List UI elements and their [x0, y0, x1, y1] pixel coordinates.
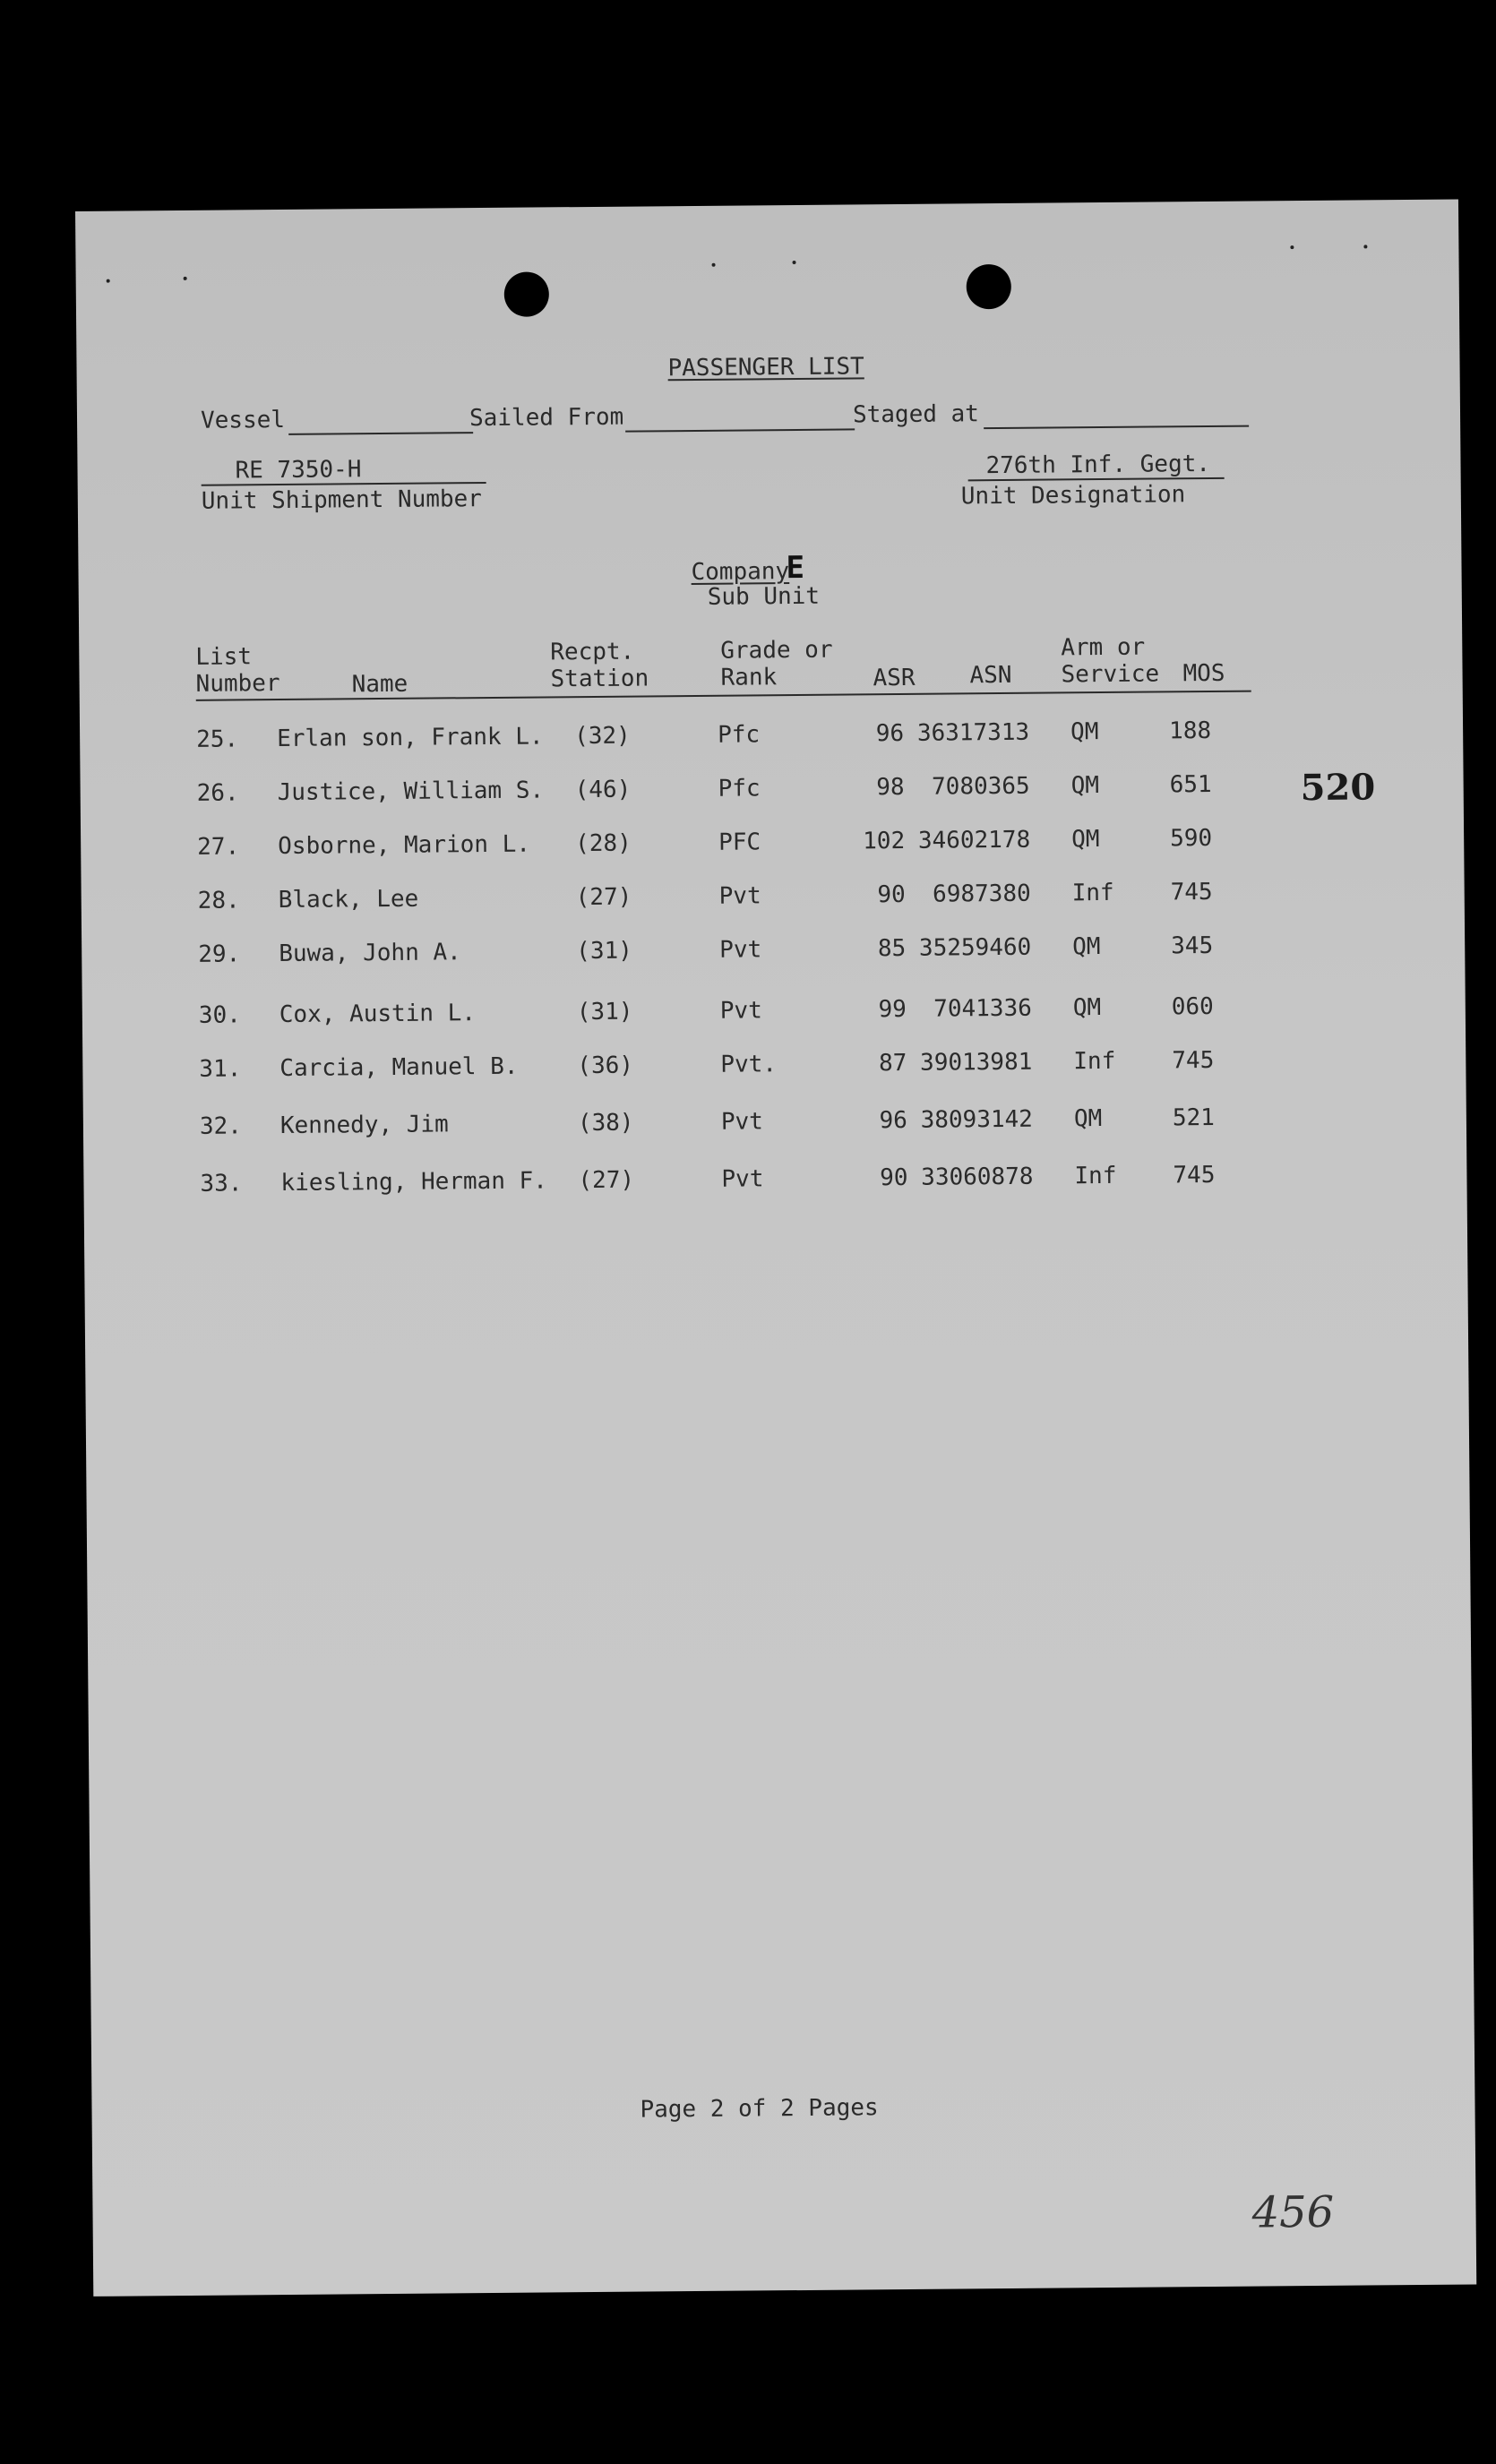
row-arm: QM [1073, 1105, 1103, 1133]
row-number: 28. [197, 887, 240, 914]
row-rank: Pfc [717, 721, 761, 749]
company-value: E [786, 549, 805, 587]
row-asr: 90 [877, 880, 906, 909]
row-arm: QM [1070, 772, 1100, 800]
row-station: (28) [575, 829, 632, 858]
table-row [81, 824, 1464, 861]
row-name: Justice, William S. [277, 777, 545, 807]
row-station: (46) [574, 776, 632, 804]
header-grade: Grade or [720, 636, 833, 665]
page-indicator: Page 2 of 2 Pages [640, 2094, 879, 2124]
row-number: 27. [197, 833, 240, 861]
unit-shipment-label: Unit Shipment Number [201, 485, 483, 515]
row-asn: 34602178 [917, 826, 1031, 854]
sailed-from-blank-line [625, 428, 855, 432]
unit-designation-label: Unit Designation [960, 481, 1186, 511]
row-asr: 102 [863, 827, 906, 855]
header-mos: MOS [1182, 659, 1225, 688]
row-mos: 745 [1172, 1046, 1215, 1075]
unit-designation: 276th Inf. Gegt. [985, 450, 1211, 480]
header-asr: ASR [873, 664, 916, 692]
header-arm: Arm or [1061, 633, 1146, 662]
table-row [82, 932, 1465, 968]
row-asn: 38093142 [920, 1105, 1034, 1134]
row-asn: 35259460 [918, 933, 1032, 962]
row-rank: Pfc [718, 775, 761, 803]
row-number: 26. [196, 779, 239, 807]
row-station: (36) [577, 1052, 634, 1080]
document-title: PASSENGER LIST [667, 353, 864, 382]
row-asr: 96 [875, 719, 905, 748]
row-asr: 99 [878, 995, 907, 1024]
row-name: Cox, Austin L. [279, 1000, 477, 1029]
row-arm: Inf [1071, 879, 1114, 907]
document-page [75, 200, 1476, 2297]
header-recpt: Recpt. [550, 638, 635, 666]
row-asr: 87 [878, 1049, 907, 1077]
row-asr: 98 [876, 773, 905, 802]
row-arm: QM [1072, 933, 1101, 961]
row-mos: 521 [1172, 1103, 1215, 1132]
row-station: (31) [576, 937, 632, 966]
row-number: 32. [199, 1112, 243, 1140]
row-mos: 188 [1168, 717, 1212, 745]
row-asn: 7041336 [933, 994, 1032, 1023]
row-name: Carcia, Manuel B. [279, 1052, 519, 1083]
speck [107, 279, 110, 283]
row-mos: 060 [1171, 992, 1214, 1021]
table-row [82, 992, 1466, 1029]
company-label: Company [691, 558, 790, 587]
vessel-label: Vessel [200, 406, 286, 434]
stamped-number: 520 [1300, 766, 1376, 810]
staged-at-blank-line [984, 425, 1249, 430]
table-row [83, 1103, 1466, 1140]
row-rank: Pvt. [720, 1051, 778, 1078]
table-row [83, 1161, 1466, 1198]
row-asr: 90 [880, 1163, 908, 1192]
speck [1290, 245, 1294, 249]
sailed-from-label: Sailed From [469, 403, 624, 433]
row-name: Osborne, Marion L. [278, 830, 531, 861]
row-mos: 745 [1173, 1161, 1216, 1189]
row-number: 30. [198, 1001, 241, 1029]
row-arm: QM [1072, 994, 1102, 1022]
row-asn: 33060878 [921, 1163, 1034, 1191]
row-number: 25. [196, 725, 239, 753]
speck [1363, 245, 1367, 248]
staged-at-label: Staged at [852, 400, 980, 429]
header-number: Number [195, 670, 280, 698]
row-rank: Pvt [718, 882, 761, 910]
speck [793, 261, 796, 264]
row-name: Buwa, John A. [279, 939, 461, 968]
sub-unit-label: Sub Unit [707, 582, 821, 611]
vessel-blank-line [288, 432, 473, 435]
header-list: List [195, 643, 253, 671]
row-rank: Pvt [719, 997, 762, 1025]
row-station: (31) [576, 998, 633, 1026]
row-name: Black, Lee [278, 885, 419, 914]
row-asn: 39013981 [919, 1048, 1033, 1077]
header-rank: Rank [720, 664, 778, 691]
row-mos: 590 [1170, 824, 1213, 853]
unit-shipment-number: RE 7350-H [235, 456, 362, 485]
row-station: (27) [575, 883, 632, 912]
row-mos: 345 [1171, 932, 1214, 960]
row-asn: 7080365 [931, 772, 1030, 801]
punch-hole-left [504, 271, 549, 316]
row-mos: 651 [1169, 770, 1212, 799]
row-arm: QM [1070, 718, 1099, 746]
header-asn: ASN [969, 661, 1012, 690]
row-number: 33. [200, 1170, 243, 1198]
row-name: Erlan son, Frank L. [277, 723, 544, 753]
header-name: Name [351, 670, 408, 699]
row-arm: Inf [1074, 1162, 1117, 1190]
punch-hole-right [967, 264, 1011, 309]
row-rank: Pvt [720, 1108, 763, 1136]
header-station: Station [550, 665, 649, 693]
row-asr: 96 [879, 1106, 908, 1135]
row-rank: PFC [718, 828, 761, 856]
row-name: kiesling, Herman F. [280, 1167, 548, 1198]
speck [712, 263, 716, 267]
row-station: (27) [578, 1166, 635, 1195]
row-station: (38) [577, 1109, 634, 1138]
row-number: 31. [199, 1055, 242, 1083]
row-rank: Pvt [719, 936, 762, 964]
table-row [82, 878, 1465, 914]
row-station: (32) [574, 722, 631, 751]
handwritten-number: 456 [1251, 2186, 1335, 2238]
row-asn: 36317313 [916, 718, 1030, 747]
header-service: Service [1061, 660, 1160, 689]
row-asr: 85 [877, 934, 907, 963]
row-arm: QM [1071, 826, 1100, 854]
row-rank: Pvt [721, 1165, 764, 1193]
row-number: 29. [198, 940, 241, 968]
speck [184, 277, 187, 280]
table-row [82, 1046, 1466, 1083]
row-asn: 6987380 [932, 880, 1031, 908]
row-arm: Inf [1073, 1047, 1116, 1076]
table-row [80, 717, 1463, 753]
row-name: Kennedy, Jim [279, 1111, 449, 1140]
row-mos: 745 [1170, 878, 1213, 906]
